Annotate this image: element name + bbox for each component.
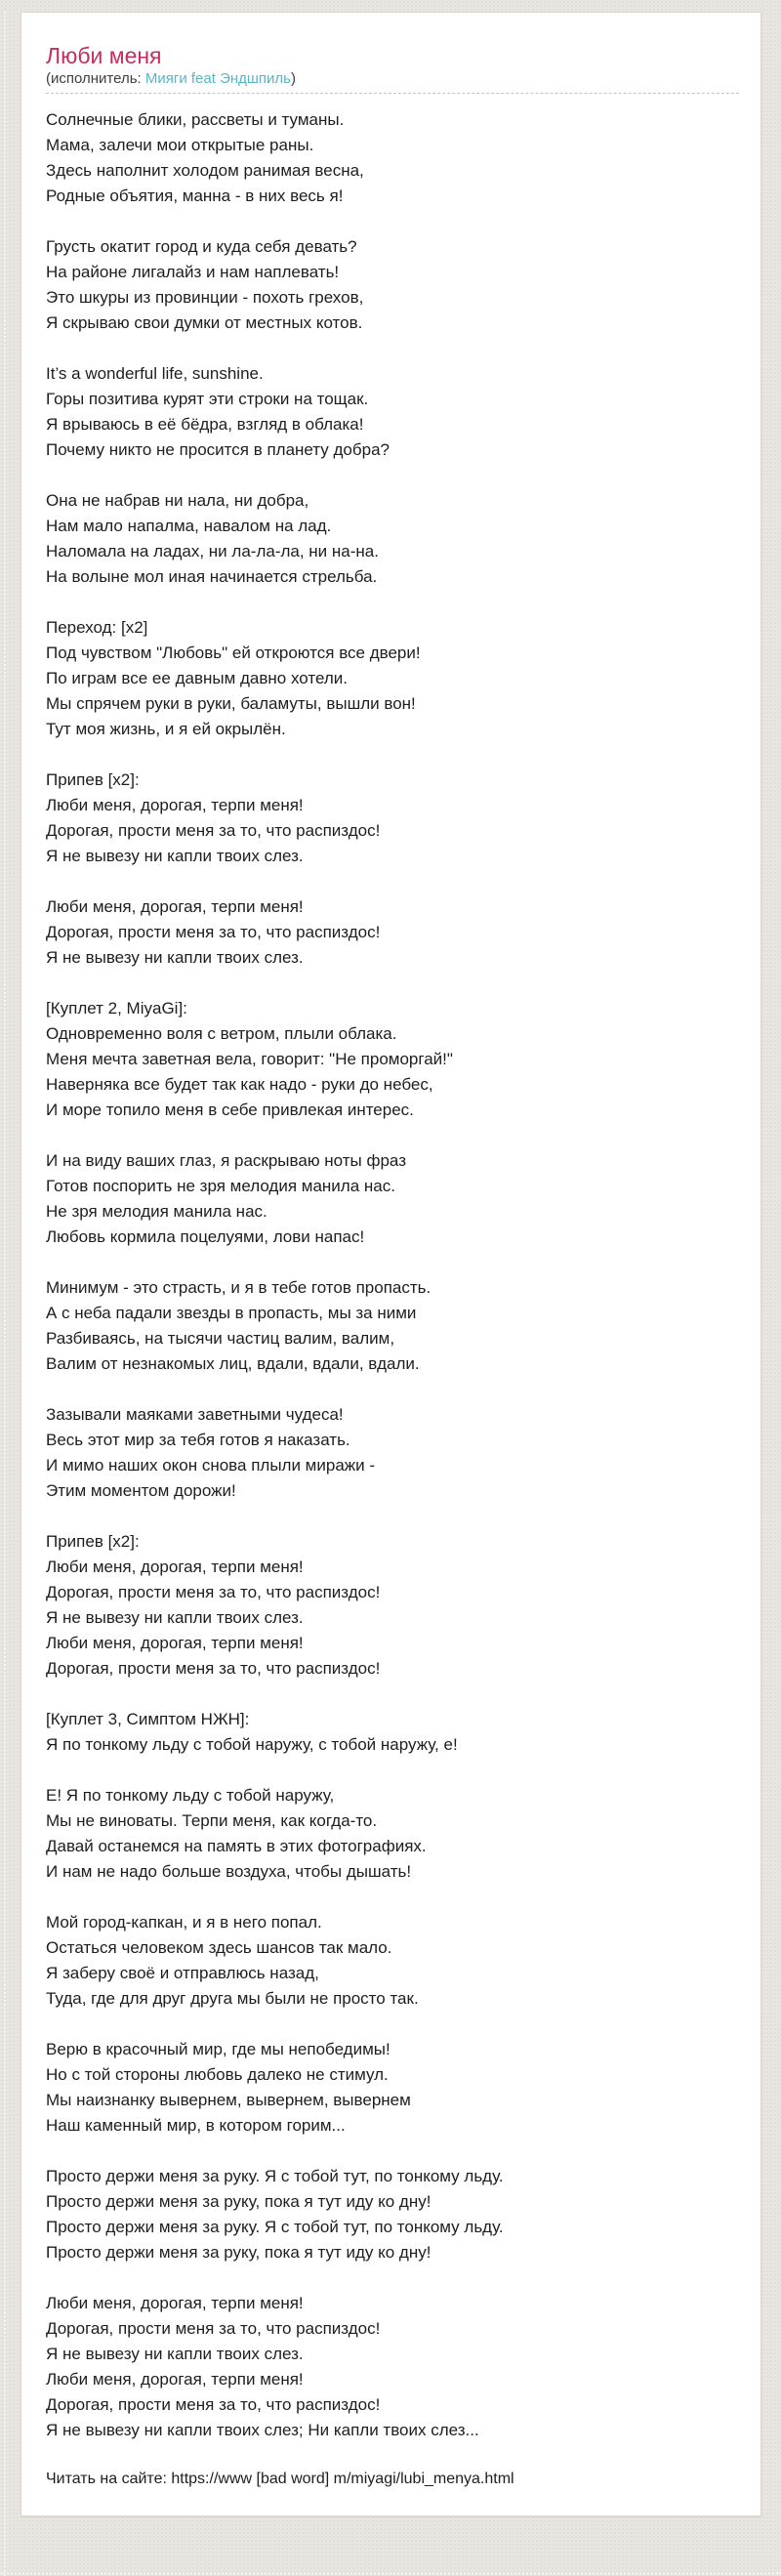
lyric-line: Давай останемся на память в этих фотографиях.: [46, 1837, 427, 1855]
lyric-line: Мама, залечи мои открытые раны.: [46, 136, 314, 154]
stanza: [46, 488, 739, 590]
lyric-line: Дорогая, прости меня за то, что распиздос!: [46, 923, 381, 941]
lyric-line: Это шкуры из провинции - похоть грехов,: [46, 288, 364, 307]
lyric-line: Я не вывезу ни капли твоих слез.: [46, 948, 304, 967]
lyric-line: Грусть окатит город и куда себя девать?: [46, 237, 357, 256]
artist-line: [46, 69, 739, 94]
lyric-line: Просто держи меня за руку. Я с тобой тут, по тонкому льду.: [46, 2167, 504, 2185]
stanza: [46, 1529, 739, 1682]
page-background: [0, 12, 781, 2576]
lyric-line: Люби меня, дорогая, терпи меня!: [46, 2370, 304, 2389]
stanza: [46, 1783, 739, 1885]
lyric-line: Люби меня, дорогая, терпи меня!: [46, 2294, 304, 2312]
lyric-line: Я заберу своё и отправлюсь назад,: [46, 1964, 319, 1982]
lyric-line: Разбиваясь, на тысячи частиц валим, валим,: [46, 1329, 395, 1348]
lyric-line: Меня мечта заветная вела, говорит: "Не проморгай!": [46, 1050, 453, 1068]
stanza: [46, 234, 739, 336]
lyric-line: Мы наизнанку вывернем, вывернем, вывернем: [46, 2091, 411, 2109]
lyric-line: И нам не надо больше воздуха, чтобы дышать!: [46, 1862, 412, 1881]
lyric-line: Люби меня, дорогая, терпи меня!: [46, 796, 304, 814]
stanza: [46, 1402, 739, 1504]
lyric-line: Почему никто не просится в планету добра?: [46, 440, 390, 459]
lyric-line: Мы спрячем руки в руки, баламуты, вышли вон!: [46, 694, 416, 713]
lyric-line: Я скрываю свои думки от местных котов.: [46, 313, 363, 332]
lyric-line: Но с той стороны любовь далеко не стимул.: [46, 2065, 389, 2084]
stanza: [46, 996, 739, 1123]
lyric-line: Припев [x2]:: [46, 1532, 140, 1551]
lyric-line: Дорогая, прости меня за то, что распиздос!: [46, 1583, 381, 1601]
lyric-line: Минимум - это страсть, и я в тебе готов пропасть.: [46, 1278, 432, 1297]
page-title: Люби меня: [46, 43, 162, 68]
lyric-line: И море топило меня в себе привлекая интерес.: [46, 1101, 414, 1119]
lyric-line: Тут моя жизнь, и я ей окрылён.: [46, 720, 286, 738]
lyric-line: Солнечные блики, рассветы и туманы.: [46, 110, 345, 129]
stanza: [46, 768, 739, 869]
lyric-line: Верю в красочный мир, где мы непобедимы!: [46, 2040, 390, 2058]
lyric-line: Туда, где для друг друга мы были не просто так.: [46, 1989, 419, 2008]
lyric-line: Просто держи меня за руку, пока я тут иду ко дну!: [46, 2243, 432, 2262]
lyric-line: Мы не виноваты. Терпи меня, как когда-то.: [46, 1811, 378, 1830]
stanza: [46, 2291, 739, 2443]
stanza: [46, 2164, 739, 2265]
lyric-line: Я не вывезу ни капли твоих слез.: [46, 847, 304, 865]
artist-suffix: ): [291, 70, 296, 87]
lyric-line: Этим моментом дорожи!: [46, 1481, 236, 1500]
lyric-line: Наш каменный мир, в котором горим...: [46, 2116, 346, 2135]
lyric-line: Готов поспорить не зря мелодия манила нас.: [46, 1177, 395, 1195]
lyric-line: Я не вывезу ни капли твоих слез.: [46, 1608, 304, 1627]
artist-prefix: (исполнитель:: [46, 70, 145, 87]
lyric-line: Весь этот мир за тебя готов я наказать.: [46, 1431, 350, 1449]
lyric-line: И на виду ваших глаз, я раскрываю ноты фраз: [46, 1151, 406, 1170]
lyric-line: Просто держи меня за руку. Я с тобой тут, по тонкому льду.: [46, 2218, 504, 2236]
lyric-line: Я по тонкому льду с тобой наружу, с тобой наружу, е!: [46, 1735, 458, 1754]
lyric-line: Валим от незнакомых лиц, вдали, вдали, вдали.: [46, 1354, 420, 1373]
stanza: [46, 894, 739, 971]
lyric-line: Люби меня, дорогая, терпи меня!: [46, 1558, 304, 1576]
stanza: [46, 361, 739, 463]
lyric-line: Нам мало напалма, навалом на лад.: [46, 517, 332, 535]
lyric-line: По играм все ее давным давно хотели.: [46, 669, 348, 687]
artist-link[interactable]: Мияги feat Эндшпиль: [144, 70, 291, 87]
lyric-line: [Куплет 3, Симптом НЖН]:: [46, 1710, 250, 1728]
lyric-line: Люби меня, дорогая, терпи меня!: [46, 897, 304, 916]
stanza: [46, 1275, 739, 1377]
lyric-line: Горы позитива курят эти строки на тощак.: [46, 390, 369, 408]
lyric-line: Наломала на ладах, ни ла-ла-ла, ни на-на.: [46, 542, 379, 561]
lyric-line: Она не набрав ни нала, ни добра,: [46, 491, 309, 510]
lyric-line: Под чувством "Любовь" ей откроются все двери!: [46, 644, 421, 662]
lyrics: [46, 107, 739, 2443]
lyric-line: Родные объятия, манна - в них весь я!: [46, 187, 344, 205]
lyric-line: Е! Я по тонкому льду с тобой наружу,: [46, 1786, 335, 1805]
stanza: [46, 1148, 739, 1250]
lyric-line: Зазывали маяками заветными чудеса!: [46, 1405, 344, 1424]
stanza: [46, 2037, 739, 2139]
stanza: [46, 107, 739, 209]
lyric-line: Здесь наполнит холодом ранимая весна,: [46, 161, 364, 180]
lyric-line: На волыне мол иная начинается стрельба.: [46, 567, 378, 586]
lyric-line: А с неба падали звезды в пропасть, мы за ними: [46, 1304, 417, 1322]
lyric-line: И мимо наших окон снова плыли миражи -: [46, 1456, 376, 1475]
lyric-line: Не зря мелодия манила нас.: [46, 1202, 267, 1221]
lyric-line: Дорогая, прости меня за то, что распиздос!: [46, 1659, 381, 1678]
lyric-line: Мой город-капкан, и я в него попал.: [46, 1913, 322, 1932]
lyric-line: It’s a wonderful life, sunshine.: [46, 364, 264, 383]
lyric-line: Любовь кормила поцелуями, лови напас!: [46, 1227, 365, 1246]
lyric-line: Дорогая, прости меня за то, что распиздос!: [46, 2395, 381, 2414]
stanza: [46, 1707, 739, 1758]
lyric-line: Остаться человеком здесь шансов так мало.: [46, 1938, 392, 1957]
lyric-line: Просто держи меня за руку, пока я тут иду ко дну!: [46, 2192, 432, 2211]
lyric-line: Наверняка все будет так как надо - руки до небес,: [46, 1075, 433, 1094]
lyric-line: Одновременно воля с ветром, плыли облака.: [46, 1024, 397, 1043]
lyric-line: Дорогая, прости меня за то, что распиздос!: [46, 2319, 381, 2338]
lyric-line: На районе лигалайз и нам наплевать!: [46, 263, 340, 281]
footer-note: Читать на сайте: https://www [bad word] m/miyagi/lubi_menya.html: [46, 2471, 514, 2487]
lyric-line: Переход: [x2]: [46, 618, 148, 637]
lyric-line: Люби меня, дорогая, терпи меня!: [46, 1634, 304, 1652]
stanza: [46, 615, 739, 742]
lyric-line: Я врываюсь в её бёдра, взгляд в облака!: [46, 415, 364, 434]
lyric-line: Припев [x2]:: [46, 770, 140, 789]
left-stitch-texture: [4, 12, 6, 2576]
lyric-line: Дорогая, прости меня за то, что распиздос!: [46, 821, 381, 840]
lyric-line: Я не вывезу ни капли твоих слез.: [46, 2345, 304, 2363]
lyrics-card: [21, 12, 761, 2516]
lyric-line: Я не вывезу ни капли твоих слез; Ни капли твоих слез...: [46, 2421, 479, 2439]
lyric-line: [Куплет 2, MiyaGi]:: [46, 999, 187, 1018]
stanza: [46, 1910, 739, 2012]
bottom-stitch-texture: [0, 2572, 781, 2574]
